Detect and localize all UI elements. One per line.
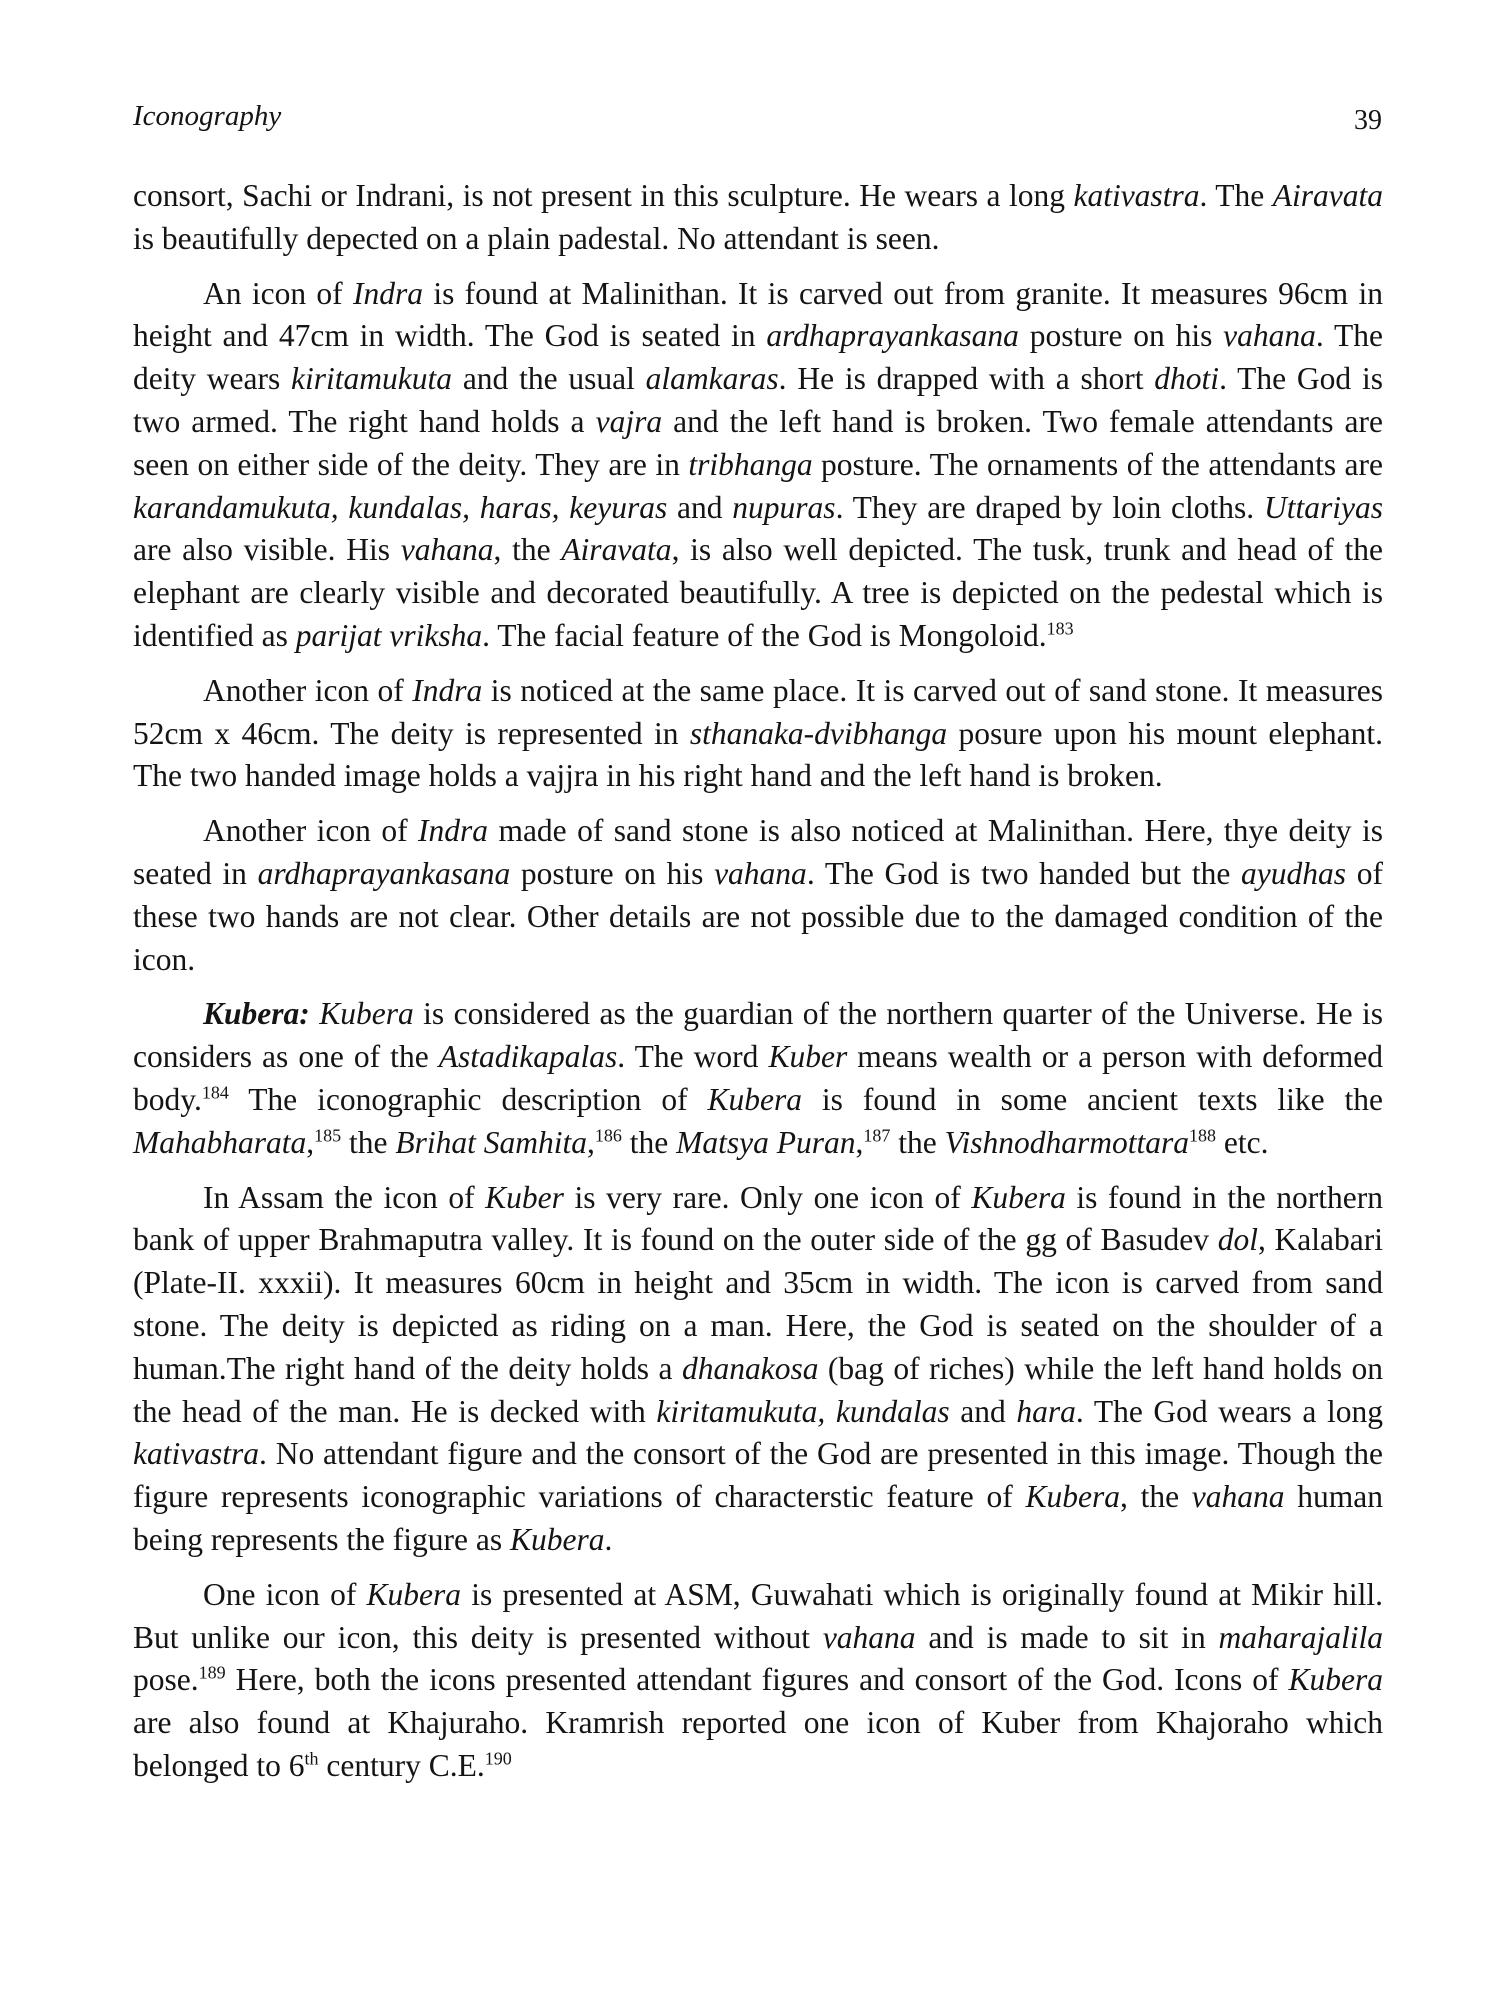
italic-term: Kubera	[1025, 1479, 1120, 1515]
text-run: the	[341, 1124, 396, 1160]
italic-term: vahana	[822, 1619, 916, 1655]
text-run: pose.	[133, 1662, 199, 1698]
italic-term: kativastra	[133, 1436, 259, 1472]
italic-term: Indra	[353, 275, 423, 311]
text-run: and the left hand is broken. Two female attendants are seen on either side of the deity. They are in	[133, 403, 1383, 482]
italic-term: Brihat Samhita	[395, 1124, 587, 1160]
text-run: is presented at ASM, Guwahati which is originally found at Mikir hill. But unlike our icon, this deity is presented without	[133, 1576, 1384, 1655]
text-run: human being represents the figure as	[133, 1479, 1383, 1557]
italic-term: Kuber	[768, 1039, 848, 1075]
text-run: (bag of riches) while the left hand holds on the head of the man. He is decked with	[133, 1350, 1383, 1429]
italic-term: Astadikapalas	[438, 1039, 618, 1075]
running-head-title: Iconography	[133, 100, 282, 132]
italic-term: tribhanga	[688, 446, 813, 482]
italic-term: ardhaprayankasana	[766, 318, 1019, 354]
text-run: Another icon of	[203, 813, 419, 849]
text-run: . No attendant figure and the consort of the God are presented in this image. Though the figure represents iconographic variations of characterstic feature of	[133, 1436, 1383, 1515]
italic-term: sthanaka-dvibhanga	[689, 715, 948, 751]
italic-term: vahana	[1191, 1479, 1285, 1515]
italic-term: kiritamukuta	[291, 361, 453, 397]
text-run: . The God is two handed but the	[806, 855, 1242, 891]
text-run: posture. The ornaments of the attendants are	[812, 446, 1384, 482]
italic-term: kiritamukuta, kundalas	[656, 1393, 950, 1429]
text-run: , the	[493, 532, 562, 568]
italic-term: ardhaprayankasana	[257, 855, 511, 891]
footnote-ref: 188	[1189, 1125, 1217, 1146]
italic-term: Kubera	[510, 1521, 605, 1557]
page-number: 39	[1354, 105, 1382, 136]
italic-term: dol	[1217, 1222, 1258, 1258]
text-run: is noticed at the same place. It is carved out of sand stone. It measures 52cm x 46cm. The deity is represented in	[133, 672, 1383, 751]
text-run: The iconographic description of	[228, 1081, 708, 1117]
text-run: is found at Malinithan. It is carved out from granite. It measures 96cm in height and 47cm in width. The God is seated in	[133, 275, 1383, 354]
text-run: century C.E.	[318, 1747, 485, 1783]
text-run: . The word	[617, 1039, 769, 1075]
italic-term: Matsya Puran	[676, 1124, 856, 1160]
italic-term: karandamukuta, kundalas, haras, keyuras	[133, 489, 668, 525]
text-run: is very rare. Only one icon of	[563, 1179, 972, 1215]
italic-term: nupuras	[732, 489, 836, 525]
italic-term: Mahabharata	[133, 1124, 307, 1160]
text-run: means wealth or a person with deformed body.	[133, 1039, 1383, 1117]
text-run: . He is drapped with a short	[778, 361, 1155, 397]
italic-term: Airavata	[1272, 178, 1384, 213]
text-run: In Assam the icon of	[203, 1179, 486, 1215]
paragraph	[133, 670, 1383, 798]
text-run: . The God wears a long	[1075, 1393, 1384, 1429]
italic-term: kativastra	[1073, 178, 1200, 213]
text-run: and is made to sit in	[915, 1619, 1219, 1655]
text-run: . They are draped by loin cloths.	[835, 489, 1264, 525]
footnote-ref: 190	[484, 1748, 512, 1769]
text-run: of these two hands are not clear. Other details are not possible due to the damaged condition of the icon.	[133, 855, 1383, 977]
text-run: and the usual	[452, 361, 646, 397]
text-run: consort, Sachi or Indrani, is not present in this sculpture. He wears a long	[133, 178, 1074, 213]
footnote-ref: th	[304, 1748, 319, 1769]
paragraph	[133, 273, 1383, 658]
paragraph	[133, 993, 1383, 1164]
text-run: ,	[855, 1124, 864, 1160]
italic-term: vahana	[400, 532, 494, 568]
text-run: , the	[1119, 1479, 1192, 1515]
text-run: and	[949, 1393, 1017, 1429]
italic-term: Kubera	[366, 1576, 462, 1612]
italic-term: Vishnodharmottara	[944, 1124, 1190, 1160]
text-run: the	[621, 1124, 677, 1160]
italic-term: ayudhas	[1241, 855, 1347, 891]
paragraph	[133, 1574, 1383, 1788]
text-run: is beautifully depected on a plain padestal. No attendant is seen.	[133, 220, 940, 256]
text-run: are also found at Khajuraho. Kramrish reported one icon of Kuber from Khajoraho which belonged to 6	[133, 1705, 1383, 1783]
italic-term: vajra	[595, 403, 663, 439]
text-run: , Kalabari (Plate-II. xxxii). It measures 60cm in height and 35cm in width. The icon is carved from sand stone. The deity is depicted as riding on a man. Here, the God is seated on the shoulder of a human.The right hand of the deity holds a	[133, 1222, 1383, 1386]
italic-term: Kubera	[319, 996, 414, 1032]
text-run: ,	[306, 1124, 315, 1160]
text-run: One icon of	[203, 1576, 367, 1612]
italic-term: Indra	[418, 813, 489, 849]
italic-term: Kuber	[485, 1179, 564, 1215]
text-run: Here, both the icons presented attendant figures and consort of the God. Icons of	[225, 1662, 1289, 1698]
footnote-ref: 184	[201, 1082, 229, 1103]
italic-term: Uttariyas	[1263, 489, 1383, 525]
italic-term: maharajalila	[1218, 1619, 1383, 1655]
text-run: . The deity wears	[133, 318, 1383, 397]
text-run: etc.	[1216, 1124, 1269, 1160]
italic-term: vahana	[1223, 318, 1316, 354]
text-run: ,	[587, 1124, 595, 1160]
text-run: . The	[1199, 178, 1273, 213]
section-heading: Kubera:	[203, 996, 310, 1032]
italic-term: dhanakosa	[681, 1350, 819, 1386]
text-run: and	[667, 489, 733, 525]
italic-term: hara	[1016, 1393, 1076, 1429]
footnote-ref: 187	[863, 1125, 891, 1146]
text-run: is found in some ancient texts like the	[802, 1081, 1384, 1117]
footnote-ref: 183	[1046, 618, 1074, 639]
italic-term: Kubera	[1288, 1662, 1383, 1698]
text-run: is found in the northern bank of upper Brahmaputra valley. It is found on the outer side of the gg of Basudev	[133, 1179, 1383, 1258]
text-run	[310, 996, 319, 1031]
footnote-ref: 189	[198, 1662, 226, 1683]
paragraph	[133, 175, 1383, 261]
italic-term: dhoti	[1154, 361, 1220, 397]
text-run: . The God is two armed. The right hand holds a	[133, 361, 1383, 439]
italic-term: Kubera	[971, 1179, 1066, 1215]
footnote-ref: 186	[594, 1125, 622, 1146]
text-run: is considered as the guardian of the northern quarter of the Universe. He is considers as one of the	[133, 996, 1384, 1075]
text-run: the	[890, 1124, 945, 1160]
text-run: .	[604, 1521, 613, 1557]
footnote-ref: 185	[314, 1125, 342, 1146]
italic-term: parijat vriksha	[295, 617, 483, 653]
italic-term: Airavata	[561, 532, 672, 568]
text-run: , is also well depicted. The tusk, trunk and head of the elephant are clearly visible and decorated beautifully. A tree is depicted on the pedestal which is identified as	[133, 532, 1383, 653]
italic-term: Kubera	[707, 1081, 802, 1117]
text-run: Another icon of	[203, 672, 413, 708]
text-run: An icon of	[203, 275, 353, 311]
text-run: are also visible. His	[133, 532, 401, 568]
italic-term: alamkaras	[645, 361, 779, 397]
body-text	[133, 175, 1383, 1800]
paragraph	[133, 1177, 1383, 1562]
text-run: posure upon his mount elephant. The two handed image holds a vajjra in his right hand and the left hand is broken.	[133, 715, 1383, 794]
italic-term: vahana	[714, 855, 807, 891]
italic-term: Indra	[412, 672, 483, 708]
text-run: posture on his	[1018, 318, 1224, 354]
text-run: made of sand stone is also noticed at Malinithan. Here, thye deity is seated in	[133, 813, 1383, 891]
paragraph	[133, 810, 1383, 981]
text-run: posture on his	[510, 855, 715, 891]
text-run: . The facial feature of the God is Mongoloid.	[482, 617, 1047, 653]
